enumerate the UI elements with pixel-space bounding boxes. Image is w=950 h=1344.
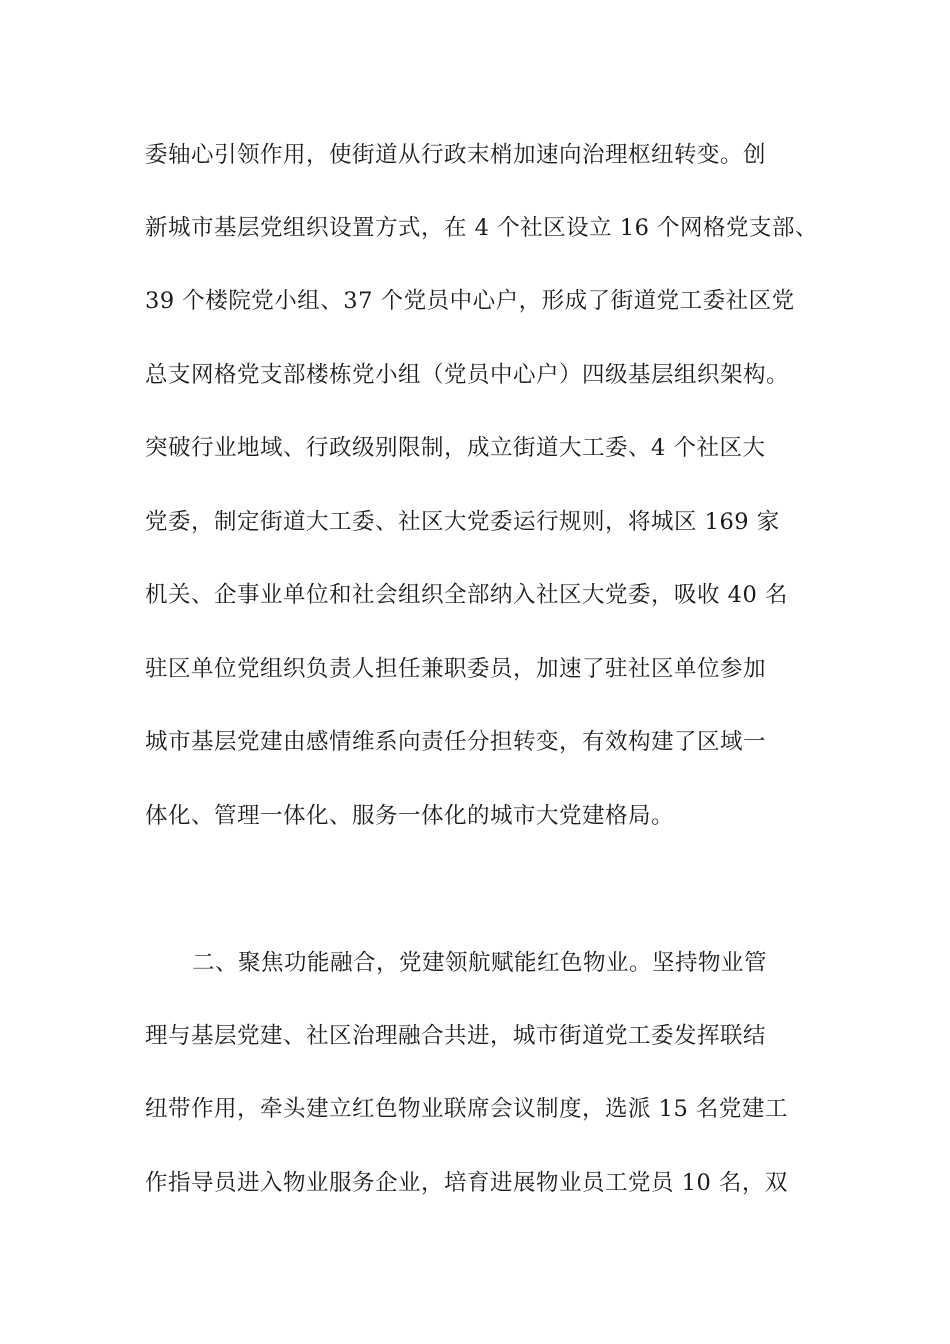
paragraph-line: 新城市基层党组织设置方式，在 4 个社区设立 16 个网格党支部、 bbox=[145, 215, 819, 241]
paragraph-line: 体化、管理一体化、服务一体化的城市大党建格局。 bbox=[145, 803, 675, 829]
paragraph-line: 党委，制定街道大工委、社区大党委运行规则，将城区 169 家 bbox=[145, 509, 780, 535]
paragraph-line: 突破行业地域、行政级别限制，成立街道大工委、4 个社区大 bbox=[145, 435, 766, 461]
paragraph-line: 理与基层党建、社区治理融合共进，城市街道党工委发挥联结 bbox=[145, 1023, 767, 1049]
paragraph-line: 机关、企事业单位和社会组织全部纳入社区大党委，吸收 40 名 bbox=[145, 582, 788, 608]
paragraph-line: 39 个楼院党小组、37 个党员中心户，形成了街道党工委社区党 bbox=[145, 288, 795, 314]
paragraph-line: 驻区单位党组织负责人担任兼职委员，加速了驻社区单位参加 bbox=[145, 656, 767, 682]
paragraph-line: 二、聚焦功能融合，党建领航赋能红色物业。坚持物业管 bbox=[192, 950, 768, 976]
paragraph-line: 作指导员进入物业服务企业，培育进展物业员工党员 10 名，双 bbox=[145, 1170, 788, 1196]
paragraph-line: 委轴心引领作用，使街道从行政末梢加速向治理枢纽转变。创 bbox=[145, 142, 767, 168]
paragraph-line: 城市基层党建由感情维系向责任分担转变，有效构建了区域一 bbox=[145, 729, 767, 755]
paragraph-line: 纽带作用，牵头建立红色物业联席会议制度，选派 15 名党建工 bbox=[145, 1096, 788, 1122]
paragraph-line: 总支网格党支部楼栋党小组（党员中心户）四级基层组织架构。 bbox=[145, 362, 790, 388]
